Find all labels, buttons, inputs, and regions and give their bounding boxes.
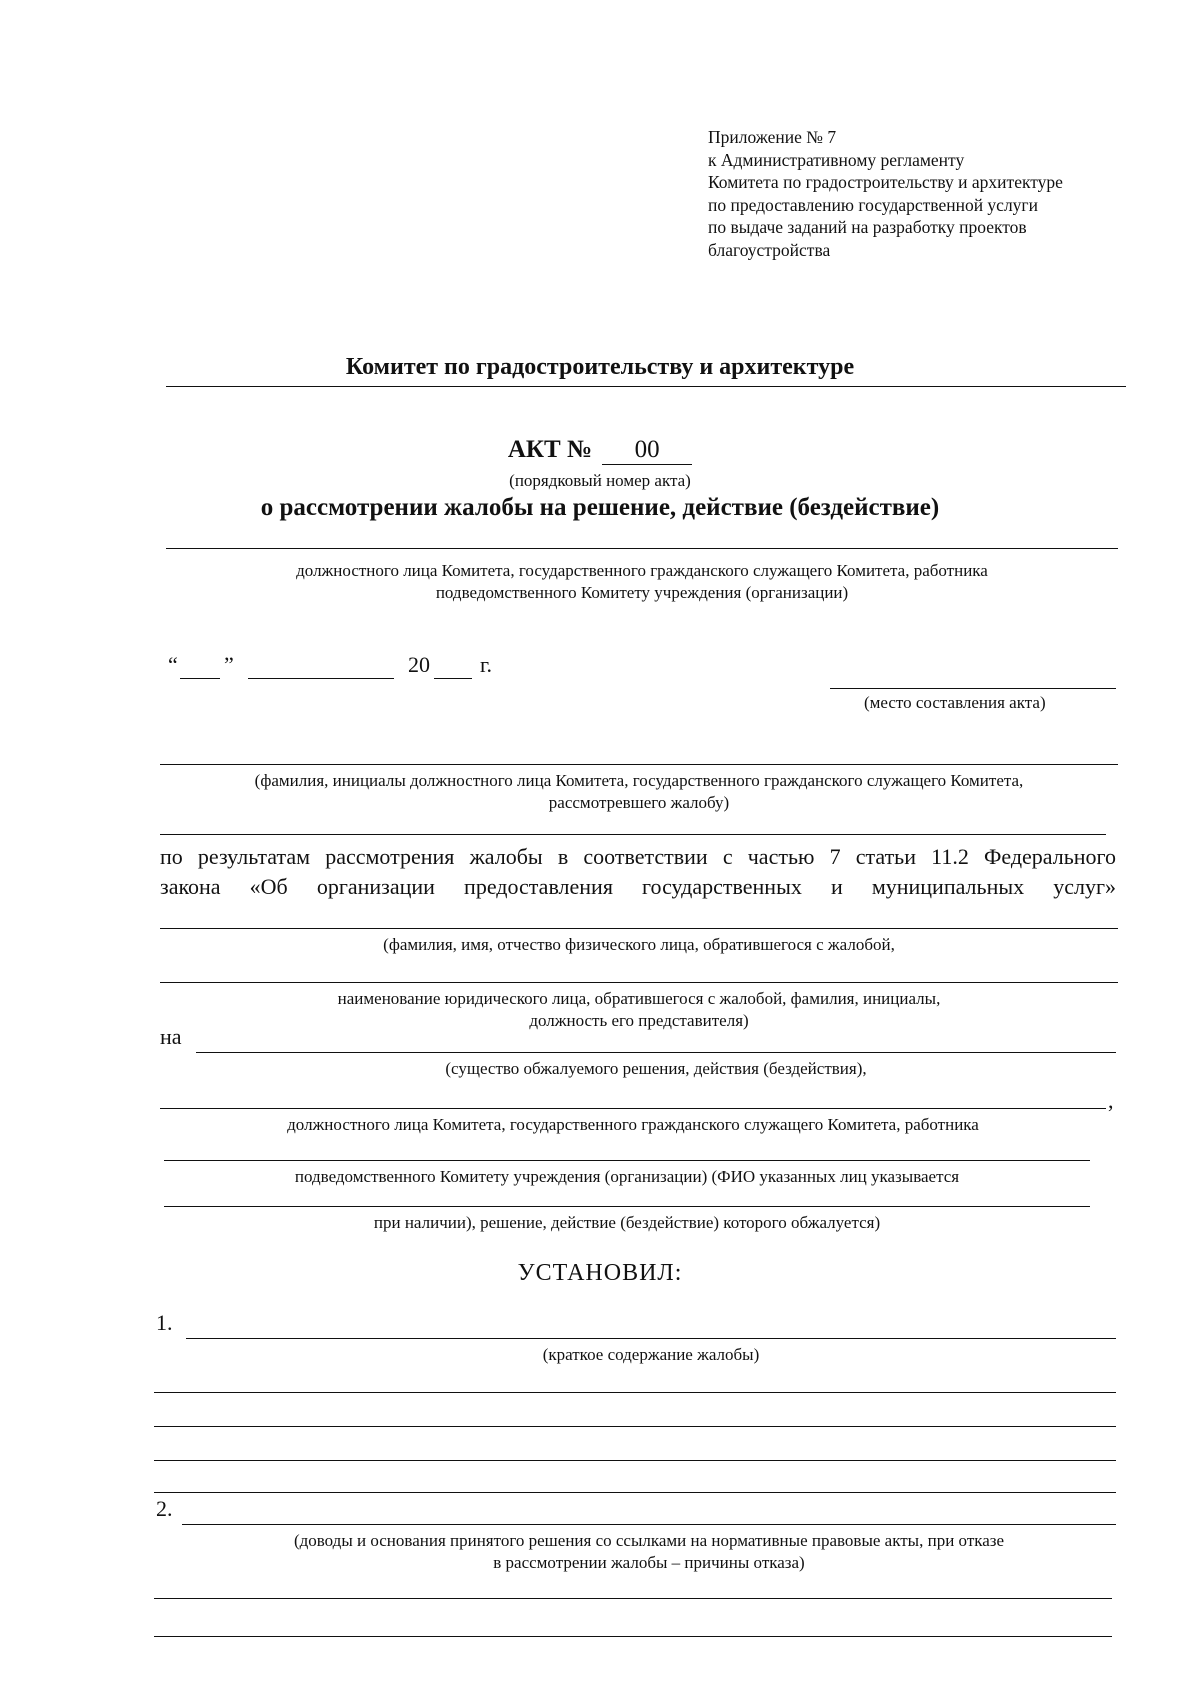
appealed-line-1: [160, 1108, 1106, 1109]
appendix-line: по предоставлению государственной услуги: [708, 194, 1038, 215]
complaint-summary-caption: (краткое содержание жалобы): [542, 1345, 760, 1364]
organization-underline: [166, 386, 1126, 387]
official-line: [166, 548, 1118, 549]
appealed-line-3: [164, 1206, 1090, 1207]
item-1-line: [154, 1492, 1116, 1493]
date-month-field: [248, 678, 394, 679]
reviewer-line-2: [160, 834, 1106, 835]
item-2-line: [154, 1598, 1112, 1599]
appendix-block: [708, 126, 1063, 261]
appendix-line: по выдаче заданий на разработку проектов: [708, 217, 1027, 237]
appealed-caption-2: подведомственного Комитету учреждения (организации) (ФИО указанных лиц указывается: [294, 1167, 960, 1186]
act-label: АКТ №: [507, 436, 593, 463]
item-1-number: 1.: [156, 1310, 173, 1335]
date-year-suffix: г.: [480, 652, 493, 677]
on-label: на: [160, 1024, 182, 1049]
date-year-prefix: 20: [408, 652, 430, 677]
essence-line: [196, 1052, 1116, 1053]
date-row: [168, 652, 508, 684]
body-line-1: по результатам рассмотрения жалобы в соответствии с частью 7 статьи 11.2 Федерального: [160, 844, 1116, 869]
applicant-line-2: [160, 982, 1118, 983]
appealed-line-2: [164, 1160, 1090, 1161]
applicant-line: [160, 928, 1118, 929]
applicant-caption-1: (фамилия, имя, отчество физического лица, обратившегося с жалобой,: [383, 935, 895, 954]
organization-title: Комитет по градостроительству и архитектуре: [345, 354, 855, 380]
grounds-caption-1: (доводы и основания принятого решения со ссылками на нормативные правовые акты, при отказе: [293, 1531, 1005, 1550]
grounds-caption-2: в рассмотрении жалобы – причины отказа): [493, 1553, 805, 1572]
place-caption: (место составления акта): [864, 693, 1046, 712]
established-heading: УСТАНОВИЛ:: [517, 1260, 683, 1286]
item-2-number: 2.: [156, 1496, 173, 1521]
item-1-line: [186, 1338, 1116, 1339]
appealed-caption-3: при наличии), решение, действие (бездействие) которого обжалуется): [373, 1213, 881, 1232]
appendix-line: благоустройства: [708, 239, 831, 260]
body-line-2: закона «Об организации предоставления государственных и муниципальных услуг»: [160, 874, 1116, 899]
reviewer-caption-2: рассмотревшего жалобу): [548, 793, 730, 812]
applicant-caption-2: наименование юридического лица, обратившегося с жалобой, фамилия, инициалы,: [337, 989, 941, 1008]
item-2-line: [154, 1636, 1112, 1637]
act-number-caption: (порядковый номер акта): [509, 471, 691, 490]
item-2-line: [182, 1524, 1116, 1525]
place-line: [830, 688, 1116, 689]
date-day-field: [180, 678, 220, 679]
item-1-line: [154, 1392, 1116, 1393]
act-title: [0, 436, 1200, 465]
applicant-caption-3: должность его представителя): [529, 1011, 749, 1030]
date-open-quote: “: [168, 652, 178, 677]
appendix-line: Приложение № 7: [708, 127, 837, 147]
essence-caption: (существо обжалуемого решения, действия (бездействия),: [445, 1059, 867, 1078]
appealed-caption-1: должностного лица Комитета, государственного гражданского служащего Комитета, работника: [287, 1115, 979, 1134]
appendix-line: к Административному регламенту: [708, 149, 965, 170]
appendix-line: Комитета по градостроительству и архитектуре: [708, 172, 1063, 192]
reviewer-caption-1: (фамилия, инициалы должностного лица Комитета, государственного гражданского служащего Комитета,: [254, 771, 1024, 790]
item-1-line: [154, 1460, 1116, 1461]
reviewer-line: [160, 764, 1118, 765]
official-caption-1: должностного лица Комитета, государственного гражданского служащего Комитета, работника: [296, 561, 988, 580]
act-subtitle: о рассмотрении жалобы на решение, действие (бездействие): [260, 494, 940, 521]
official-caption-2: подведомственного Комитету учреждения (организации): [435, 583, 849, 602]
date-close-quote: ”: [224, 652, 234, 677]
date-year-field: [434, 678, 472, 679]
appealed-comma: ,: [1108, 1088, 1114, 1113]
act-number: 00: [602, 436, 692, 465]
item-1-line: [154, 1426, 1116, 1427]
